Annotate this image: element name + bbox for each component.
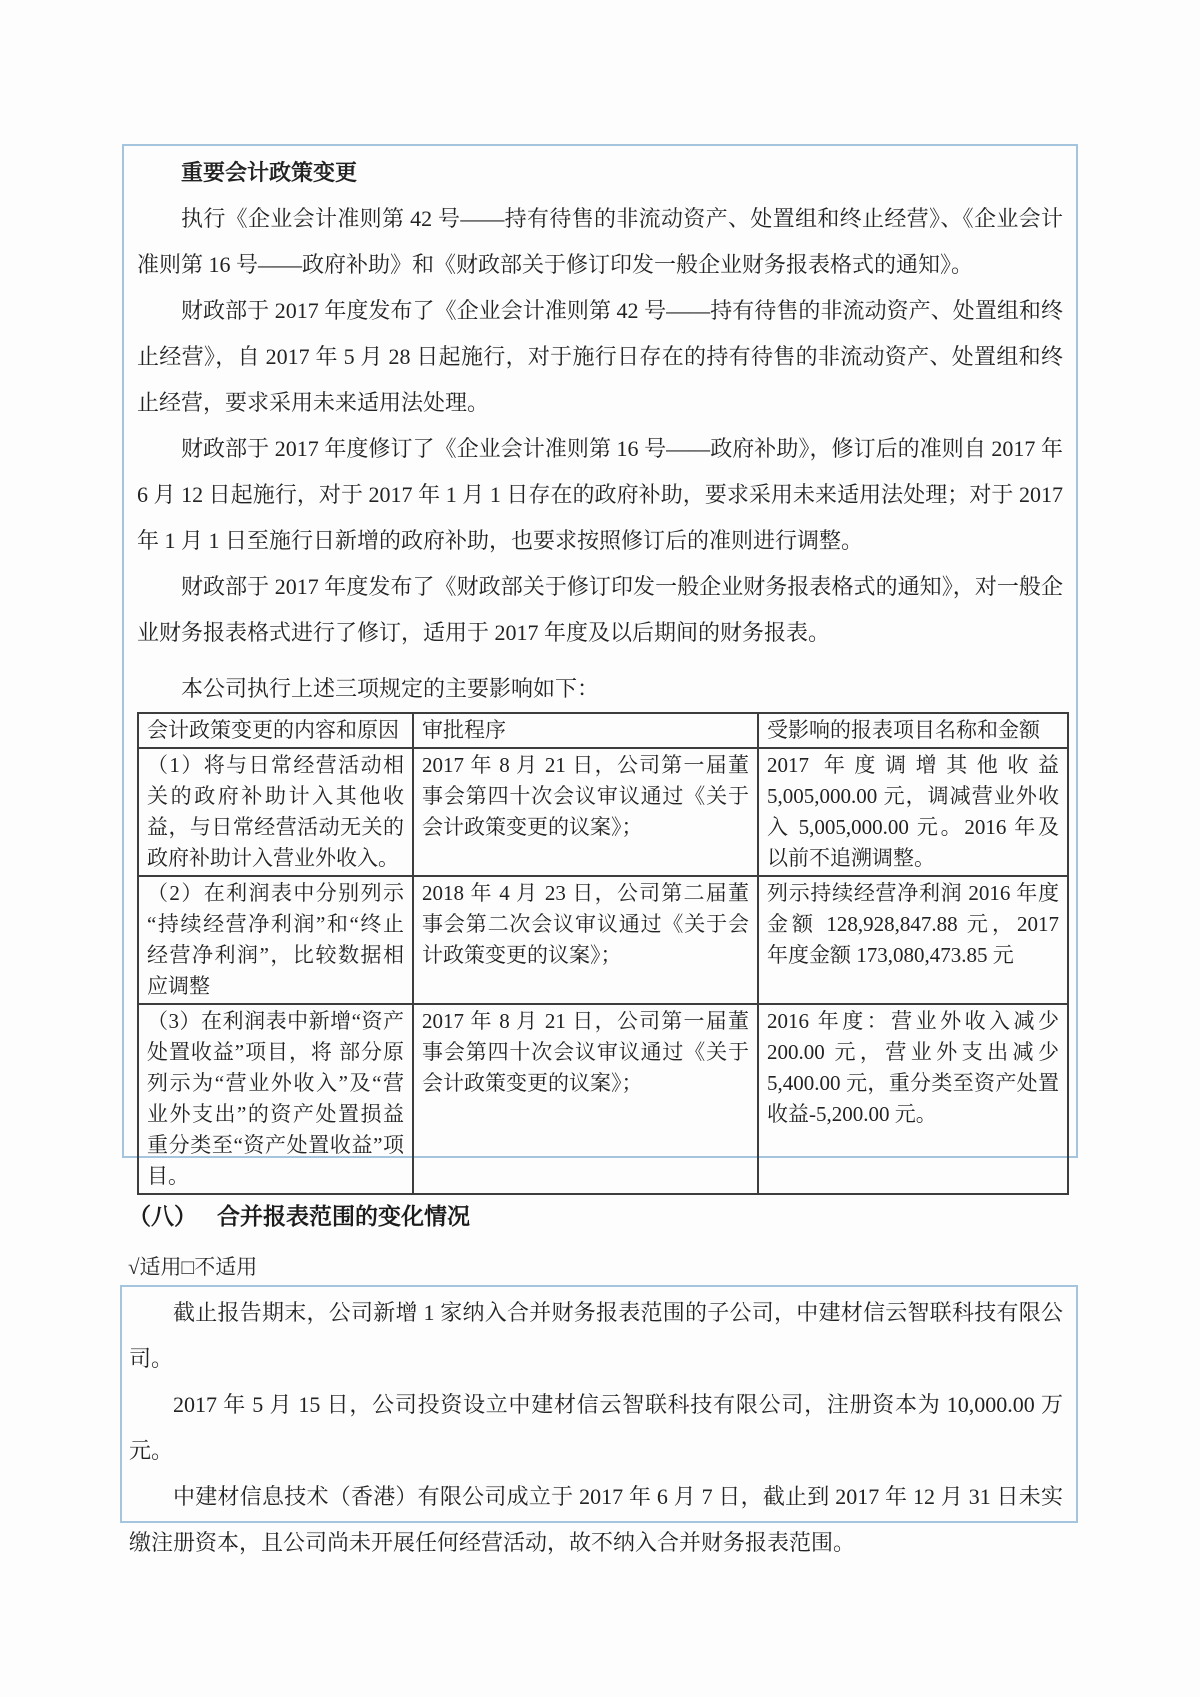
table-cell: 2017 年 8 月 21 日，公司第一届董事会第四十次会议审议通过《关于会计政策变更的议案》； (413, 748, 758, 876)
table-header-approval: 审批程序 (413, 713, 758, 748)
applicability-line: √适用□不适用 (128, 1255, 258, 1279)
table-cell: 2018 年 4 月 23 日，公司第二届董事会第二次会议审议通过《关于会计政策变更的议案》； (413, 876, 758, 1004)
table-cell: 列示持续经营净利润 2016 年度金额 128,928,847.88 元，2017 年度金额 173,080,473.85 元 (758, 876, 1068, 1004)
table-cell: （2）在利润表中分别列示“持续经营净利润”和“终止经营净利润”，比较数据相应调整 (138, 876, 413, 1004)
accounting-policy-box (122, 144, 1078, 1188)
policy-paragraph-4: 财政部于 2017 年度发布了《财政部关于修订印发一般企业财务报表格式的通知》，对一般企业财务报表格式进行了修订，适用于 2017 年度及以后期间的财务报表。 (137, 574, 1063, 645)
table-row (138, 876, 1068, 1004)
table-header-affected-items: 受影响的报表项目名称和金额 (758, 713, 1068, 748)
table-cell: 2016 年度：营业外收入减少 200.00 元，营业外支出减少 5,400.00 元，重分类至资产处置收益-5,200.00 元。 (758, 1004, 1068, 1194)
policy-title: 重要会计政策变更 (181, 160, 358, 185)
merge-paragraph-1: 截止报告期末，公司新增 1 家纳入合并财务报表范围的子公司，中建材信云智联科技有限公司。 (129, 1300, 1063, 1371)
section-heading (128, 1200, 470, 1232)
merge-paragraph-3: 中建材信息技术（香港）有限公司成立于 2017 年 6 月 7 日，截止到 2017 年 12 月 31 日未实缴注册资本，且公司尚未开展任何经营活动，故不纳入合并财务报表范围。 (129, 1484, 1063, 1555)
section-title: 合并报表范围的变化情况 (217, 1203, 470, 1229)
policy-paragraph-3: 财政部于 2017 年度修订了《企业会计准则第 16 号——政府补助》，修订后的准则自 2017 年 6 月 12 日起施行，对于 2017 年 1 月 1 日存在的政府补助，要求采用未来适用法处理；对于 2017 年 1 月 1 日至施行日新增的政府补助，也要求按照修订后的准则进行调整。 (137, 436, 1063, 553)
table-row (138, 1004, 1068, 1194)
policy-paragraph-2: 财政部于 2017 年度发布了《企业会计准则第 42 号——持有待售的非流动资产、处置组和终止经营》，自 2017 年 5 月 28 日起施行，对于施行日存在的持有待售的非流动资产、处置组和终止经营，要求采用未来适用法处理。 (137, 298, 1063, 415)
table-header-content-reason: 会计政策变更的内容和原因 (138, 713, 413, 748)
policy-paragraph-1: 执行《企业会计准则第 42 号——持有待售的非流动资产、处置组和终止经营》、《企业会计准则第 16 号——政府补助》和《财政部关于修订印发一般企业财务报表格式的通知》。 (137, 206, 1063, 277)
table-cell: （3）在利润表中新增“资产处置收益”项目，将 部分原列示为“营业外收入”及“营业外支出”的资产处置损益重分类至“资产处置收益”项目。 (138, 1004, 413, 1194)
table-header-row (138, 713, 1068, 748)
table-intro-line: 本公司执行上述三项规定的主要影响如下： (181, 676, 600, 701)
table-cell: 2017 年度调增其他收益 5,005,000.00 元，调减营业外收入 5,005,000.00 元。2016 年及以前不追溯调整。 (758, 748, 1068, 876)
table-row (138, 748, 1068, 876)
section-number: （八） (128, 1203, 197, 1229)
policy-impact-table (137, 712, 1069, 1195)
table-cell: （1）将与日常经营活动相关的政府补助计入其他收益，与日常经营活动无关的政府补助计入营业外收入。 (138, 748, 413, 876)
table-cell: 2017 年 8 月 21 日，公司第一届董事会第四十次会议审议通过《关于会计政策变更的议案》； (413, 1004, 758, 1194)
merge-scope-box (120, 1285, 1078, 1555)
merge-paragraph-2: 2017 年 5 月 15 日，公司投资设立中建材信云智联科技有限公司，注册资本为 10,000.00 万元。 (129, 1392, 1063, 1463)
